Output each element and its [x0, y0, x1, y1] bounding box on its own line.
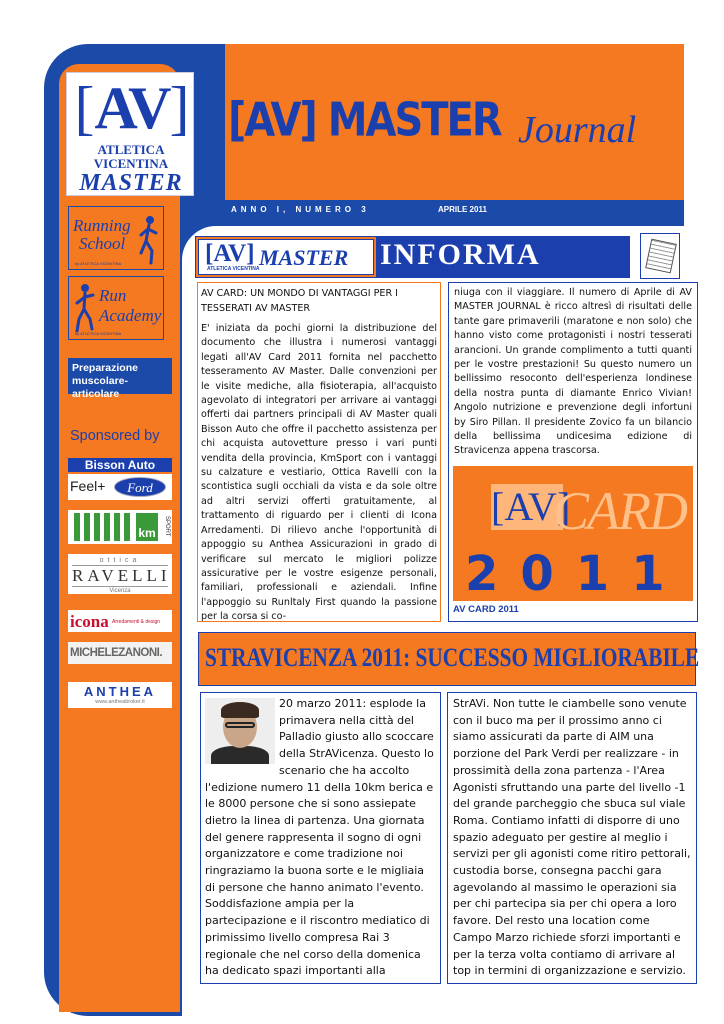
sponsor-bisson-auto[interactable]: Bisson Auto: [68, 458, 172, 472]
run-academy-card[interactable]: [68, 276, 164, 340]
informa-logo-master: MASTER: [259, 245, 349, 270]
sponsored-by-heading: Sponsored by: [70, 428, 160, 444]
article-av-card-title: AV CARD: UN MONDO DI VANTAGGI PER I TESSERATI AV MASTER: [201, 288, 399, 314]
sponsor-icona[interactable]: [68, 610, 172, 632]
icona-sub: Arredamenti & design: [112, 619, 161, 625]
km-logo: km: [136, 513, 158, 541]
logo-av-text: AV: [94, 75, 170, 141]
feel-label: Feel+: [70, 478, 106, 494]
article-av-card-left: [197, 282, 441, 622]
av-card-image: [453, 466, 693, 601]
km-stripe: [84, 513, 90, 541]
masthead-title: [AV] MASTER: [228, 94, 501, 147]
sponsor-anthea[interactable]: [68, 682, 172, 708]
article-stravicenza-body-right: StrAVi. Non tutte le ciambelle sono venute con il buco ma per il prossimo anno ci siamo assicurati da parte di AIM una porzione del Park Verdi per realizzare - in prossimità della zona partenza - l'Area Agonisti sfruttando una parte del livello -1 del grande parcheggio che sbuca sul viale Roma. Contiamo infatti di disporre di uno spazio adeguato per gestire al meglio i servizi per gli agonisti come ritiro pettorali, custodia borse, consegna pacchi gara agevolando al massimo le operazioni sia per chi partecipa sia per chi opera a loro favore. Del resto una location come Campo Marzo richiede sforzi importanti e per la terza volta contiamo di arrivare al top in termini di organizzazione e servizio.: [453, 697, 691, 978]
card-av-text: [AV]: [491, 484, 571, 529]
article-av-card-body-right: niuga con il viaggiare. Il numero di Aprile di AV MASTER JOURNAL è ricco altresì di risultati delle tante gare primaverili (maratone e non solo) che hanno visto come protagonisti i nostri tesserati arancioni. Un grande complimento a tutti quanti per le vostre prestazioni! Su questo numero un bellissimo resoconto dell'esperienza londinese della nostra punta di diamante Enrico Vivian! Angolo nutrizione e prevenzione degli infortuni by Siro Pillan. Il presidente Zovico fa un bilancio della bellissima undicesima edizione di Stravicenza appena trascorsa.: [454, 287, 692, 457]
vicenza-label: Vicenza: [109, 588, 131, 594]
masthead-journal: Journal: [518, 109, 637, 151]
sponsor-michelezanoni[interactable]: MICHELEZANONI.: [68, 642, 172, 664]
card-word-text: CARD: [553, 481, 686, 541]
sponsor-kmsport[interactable]: [68, 510, 172, 544]
informa-logo-av: [AV]: [205, 240, 255, 267]
anthea-url: www.antheabroker.it: [95, 699, 145, 705]
preparazione-box[interactable]: Preparazione muscolare-articolare: [68, 358, 172, 394]
km-stripe: [94, 513, 100, 541]
stravicenza-banner: [198, 632, 700, 686]
sponsor-ravelli[interactable]: [68, 554, 172, 594]
informa-banner: [376, 236, 630, 278]
informa-label: INFORMA: [380, 238, 541, 271]
running-school-sub: by ATLETICA VICENTINA: [75, 261, 122, 266]
run-academy-sub: by ATLETICA VICENTINA: [75, 331, 122, 336]
runner-icon: [137, 215, 159, 265]
issue-number: ANNO I, NUMERO 3: [231, 205, 370, 214]
av-master-logo: [AV] ATLETICA VICENTINA MASTER: [66, 72, 194, 196]
running-school-title-1: Running: [73, 216, 131, 235]
logo-atletica: ATLETICA: [97, 142, 165, 157]
km-stripe: [104, 513, 110, 541]
informa-logo-atletica: ATLETICA VICENTINA: [207, 266, 260, 272]
run-academy-title-2: Academy: [99, 306, 162, 325]
km-stripe: [74, 513, 80, 541]
km-stripe: [114, 513, 120, 541]
stravicenza-title: STRAVICENZA 2011: SUCCESSO MIGLIORABILE: [205, 643, 700, 672]
km-stripe: [124, 513, 130, 541]
informa-logo: [195, 236, 377, 278]
runner-icon: [73, 283, 97, 333]
run-academy-title-1: Run: [99, 286, 127, 305]
logo-vicentina: VICENTINA: [93, 156, 169, 171]
sponsor-ford[interactable]: [68, 474, 172, 500]
article-stravicenza-right: [447, 692, 697, 984]
article-stravicenza-body-left: 20 marzo 2011: esplode la primavera nella città del Palladio giusto allo scoccare della StrAVicenza. Questo lo scenario che ha accolto l'edizione numero 11 della 10km berica e le 8000 persone che si sono assiepate dietro la linea di partenza. Una giornata del genere rappresenta il sogno di ogni organizzatore e come tradizione noi ringraziamo la buona sorte e le migliaia di persone che hanno animato l'evento. Soddisfazione ampia per la partecipazione e il riscontro mediatico di primissimo livello compresa Rai 3 regionale che nel corso della domenica ha dedicato spazi importanti alla: [205, 697, 434, 978]
ravelli-label: RAVELLI: [72, 566, 171, 585]
running-school-card[interactable]: [68, 206, 164, 270]
ford-logo: Ford: [114, 477, 166, 497]
running-school-title-2: School: [79, 234, 126, 253]
author-photo: [205, 698, 275, 764]
article-stravicenza-left: [200, 692, 441, 984]
card-year-text: 2011: [465, 546, 687, 602]
av-card-caption: AV CARD 2011: [453, 604, 519, 615]
newspaper-icon: [640, 233, 680, 279]
ottica-label: ottica: [99, 557, 141, 564]
article-av-card-body-left: E' iniziata da pochi giorni la distribuzione del documento che illustra i numerosi vantaggi legati all'AV Card 2011 fornita nel pacchetto tesseramento AV Master. Dalle convenzioni per le visite mediche, alla fisioterapia, all'acquisto agevolato di integratori per arrivare ai vantaggi offerti dai partners principali di AV Master quali Bisson Auto che offre il pacchetto assistenza per chi acquista autovetture presso i vari punti vendita della provincia, KmSport con i vantaggi su calzature e vestiario, Ottica Ravelli con la scontistica sugli occhiali da vista e da sole oltre ad altri servizi offerti gratuitamente, al trattamento di riguardo per i clienti di Icona Arredamenti. Di rilievo anche l'opportunità di appoggio su Anthea Assicurazioni in grado di verificare sul mercato le migliori polizze assicurative per le vostre esigenze personali, familiari, professionali e aziendali. Infine l'appoggio su Runltaly First quando la passione per la corsa si co-: [201, 323, 437, 623]
icona-logo: icona: [70, 612, 109, 631]
logo-master: MASTER: [79, 170, 183, 196]
anthea-logo: ANTHEA: [83, 684, 157, 699]
sport-label: SPORT: [164, 516, 170, 537]
issue-date: APRILE 2011: [438, 205, 487, 214]
